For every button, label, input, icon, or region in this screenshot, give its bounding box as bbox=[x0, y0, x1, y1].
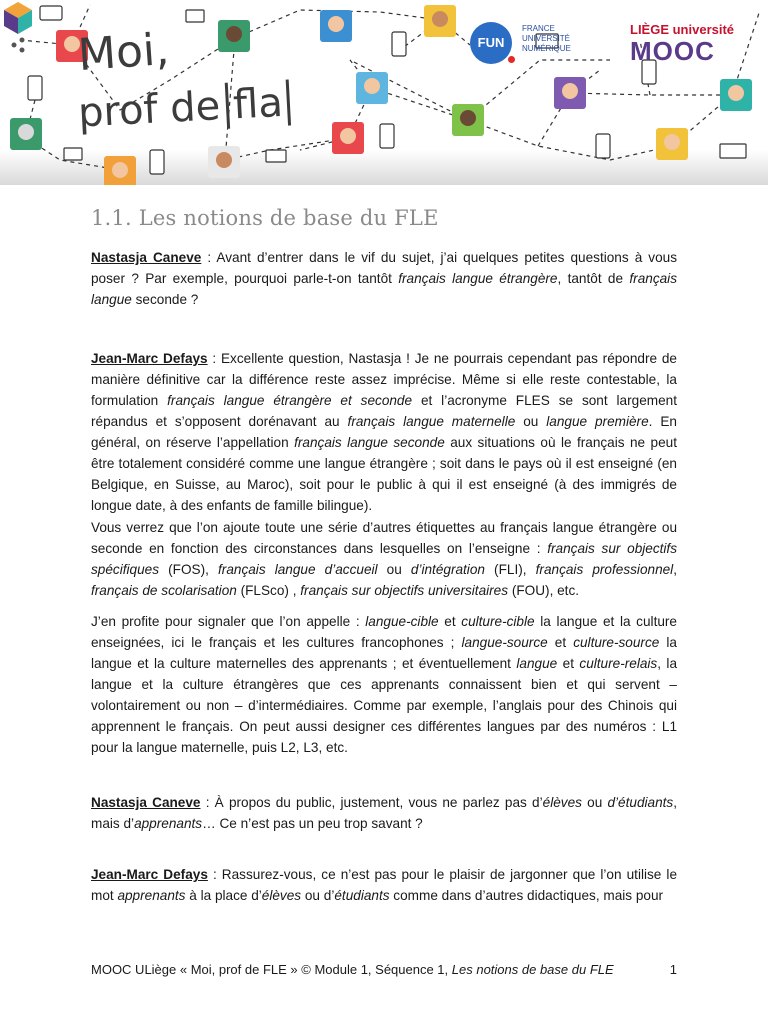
page-footer bbox=[91, 962, 677, 977]
speaker-name: Jean-Marc Defays bbox=[91, 351, 208, 366]
text-segment: , bbox=[673, 562, 677, 577]
text-segment: , tantôt de bbox=[557, 271, 630, 286]
text-segment: (FOS), bbox=[159, 562, 219, 577]
liege-logo-top: LIÈGE université bbox=[630, 22, 735, 37]
italic-term: apprenants bbox=[134, 816, 203, 831]
text-segment: et bbox=[557, 656, 580, 671]
text-segment: . En général, on réserve l’appellation bbox=[91, 414, 677, 450]
text-segment: … Ce n’est pas un peu trop savant ? bbox=[202, 816, 423, 831]
italic-term: langue bbox=[516, 656, 558, 671]
italic-term: français de scolarisation bbox=[91, 583, 237, 598]
dialogue-paragraph bbox=[91, 792, 677, 834]
italic-term: français langue d’accueil bbox=[218, 562, 378, 577]
fun-logo-dot bbox=[508, 56, 515, 63]
text-segment: et bbox=[547, 635, 574, 650]
fun-text-line: NUMÉRIQUE bbox=[522, 44, 571, 53]
text-segment: : À propos du public, justement, vous ne parlez pas d’ bbox=[200, 795, 543, 810]
italic-term: langue-source bbox=[461, 635, 548, 650]
course-title-prefix: prof de bbox=[76, 83, 222, 137]
text-segment: la langue et la culture enseignées, ici le français et les cultures francophones ; bbox=[91, 614, 677, 650]
speaker-name: Nastasja Caneve bbox=[91, 795, 201, 810]
text-segment: et l’acronyme FLES se sont largement répandus et s’opposent dorénavant au bbox=[91, 393, 677, 429]
italic-term: culture-cible bbox=[461, 614, 535, 629]
text-segment: la langue et la culture maternelles des apprenants ; et éventuellement bbox=[91, 635, 677, 671]
fun-text-line: UNIVERSITÉ bbox=[522, 34, 571, 43]
text-segment: : Excellente question, Nastasja ! Je ne pourrais cependant pas répondre de manière définitive car la différence reste assez imprécise. Même si elle reste contestable, la formulation bbox=[91, 351, 677, 408]
liege-logo-mooc: MOOC bbox=[630, 36, 715, 66]
italic-term: français langue maternelle bbox=[347, 414, 516, 429]
fun-text-line: FRANCE bbox=[522, 24, 555, 33]
italic-term: français langue étrangère bbox=[398, 271, 558, 286]
italic-term: français langue étrangère et seconde bbox=[167, 393, 413, 408]
course-banner bbox=[0, 0, 768, 185]
course-title-line1: Moi, bbox=[76, 23, 171, 82]
italic-term: élèves bbox=[542, 795, 582, 810]
body-paragraph bbox=[91, 611, 677, 758]
italic-term: culture-source bbox=[573, 635, 660, 650]
italic-term: français professionnel bbox=[535, 562, 674, 577]
share-icon bbox=[12, 38, 25, 53]
italic-term: français sur objectifs spécifiques bbox=[91, 541, 678, 577]
italic-term: culture-relais bbox=[579, 656, 658, 671]
text-segment: (FLI), bbox=[484, 562, 536, 577]
fun-logo-text bbox=[522, 24, 582, 54]
text-segment: : Avant d’entrer dans le vif du sujet, j’ai quelques petites questions à vous poser ? Par exemple, pourquoi parle-t-on tantôt bbox=[91, 250, 678, 286]
text-segment: seconde ? bbox=[131, 292, 199, 307]
speaker-name: Nastasja Caneve bbox=[91, 250, 202, 265]
text-segment: ou d’ bbox=[301, 888, 335, 903]
dialogue-paragraph bbox=[91, 348, 677, 516]
text-segment: ou bbox=[515, 414, 547, 429]
text-segment: J’en profite pour signaler que l’on appelle : bbox=[91, 614, 366, 629]
speaker-name: Jean-Marc Defays bbox=[91, 867, 208, 882]
footer-title: Les notions de base du FLE bbox=[451, 962, 614, 977]
italic-term: français langue bbox=[91, 271, 677, 307]
course-title-bracket: fla bbox=[225, 79, 291, 128]
text-segment: ou bbox=[581, 795, 608, 810]
liege-cube-logo bbox=[0, 0, 36, 36]
italic-term: langue première bbox=[546, 414, 649, 429]
page-number: 1 bbox=[669, 962, 677, 977]
italic-term: apprenants bbox=[117, 888, 186, 903]
fun-logo: FUN bbox=[470, 22, 512, 64]
italic-term: français sur objectifs universitaires bbox=[300, 583, 509, 598]
italic-term: élèves bbox=[261, 888, 302, 903]
text-segment: aux situations où le français ne peut être totalement considéré comme une langue étrangère ; soit dans le pays où il est enseigné (en Belgique, en Suisse, au Maroc), soit pour le public à qui il est enseigné (à des immigrés de longue date, à des enfants de famille bilingue). bbox=[91, 435, 677, 513]
body-paragraph bbox=[91, 517, 677, 601]
text-segment: , la langue et la culture étrangères que ces apprenants connaissent bien et qui servent – volontairement ou non – d’intermédiaires. Comme par exemple, l’anglais pour des Chinois qui apprennent le français. On peut aussi designer ces différentes langues par des numéros : L1 pour la langue maternelle, puis L2, L3, etc. bbox=[91, 656, 678, 755]
dialogue-paragraph bbox=[91, 864, 677, 906]
italic-term: d’intégration bbox=[410, 562, 485, 577]
text-segment: : Rassurez-vous, ce n’est pas pour le plaisir de jargonner que l’on utilise le mot bbox=[91, 867, 677, 903]
italic-term: langue-cible bbox=[365, 614, 439, 629]
footer-text: MOOC ULiège « Moi, prof de FLE » © Module 1, Séquence 1, bbox=[91, 962, 452, 977]
italic-term: français langue seconde bbox=[294, 435, 445, 450]
section-heading: 1.1. Les notions de base du FLE bbox=[91, 206, 439, 230]
italic-term: étudiants bbox=[334, 888, 390, 903]
text-segment: à la place d’ bbox=[185, 888, 262, 903]
text-segment: et bbox=[438, 614, 462, 629]
text-segment: ou bbox=[377, 562, 411, 577]
dialogue-paragraph bbox=[91, 247, 677, 310]
text-segment: , mais d’ bbox=[91, 795, 678, 831]
text-segment: (FOU), etc. bbox=[508, 583, 580, 598]
italic-term: d’étudiants bbox=[607, 795, 674, 810]
text-segment: comme dans d’autres didactiques, mais pour bbox=[389, 888, 664, 903]
text-segment: Vous verrez que l’on ajoute toute une série d’autres étiquettes au français langue étrangère ou seconde en fonction des circonstances dans lesquelles on l’enseigne : bbox=[91, 520, 677, 556]
text-segment: (FLSco) , bbox=[236, 583, 301, 598]
